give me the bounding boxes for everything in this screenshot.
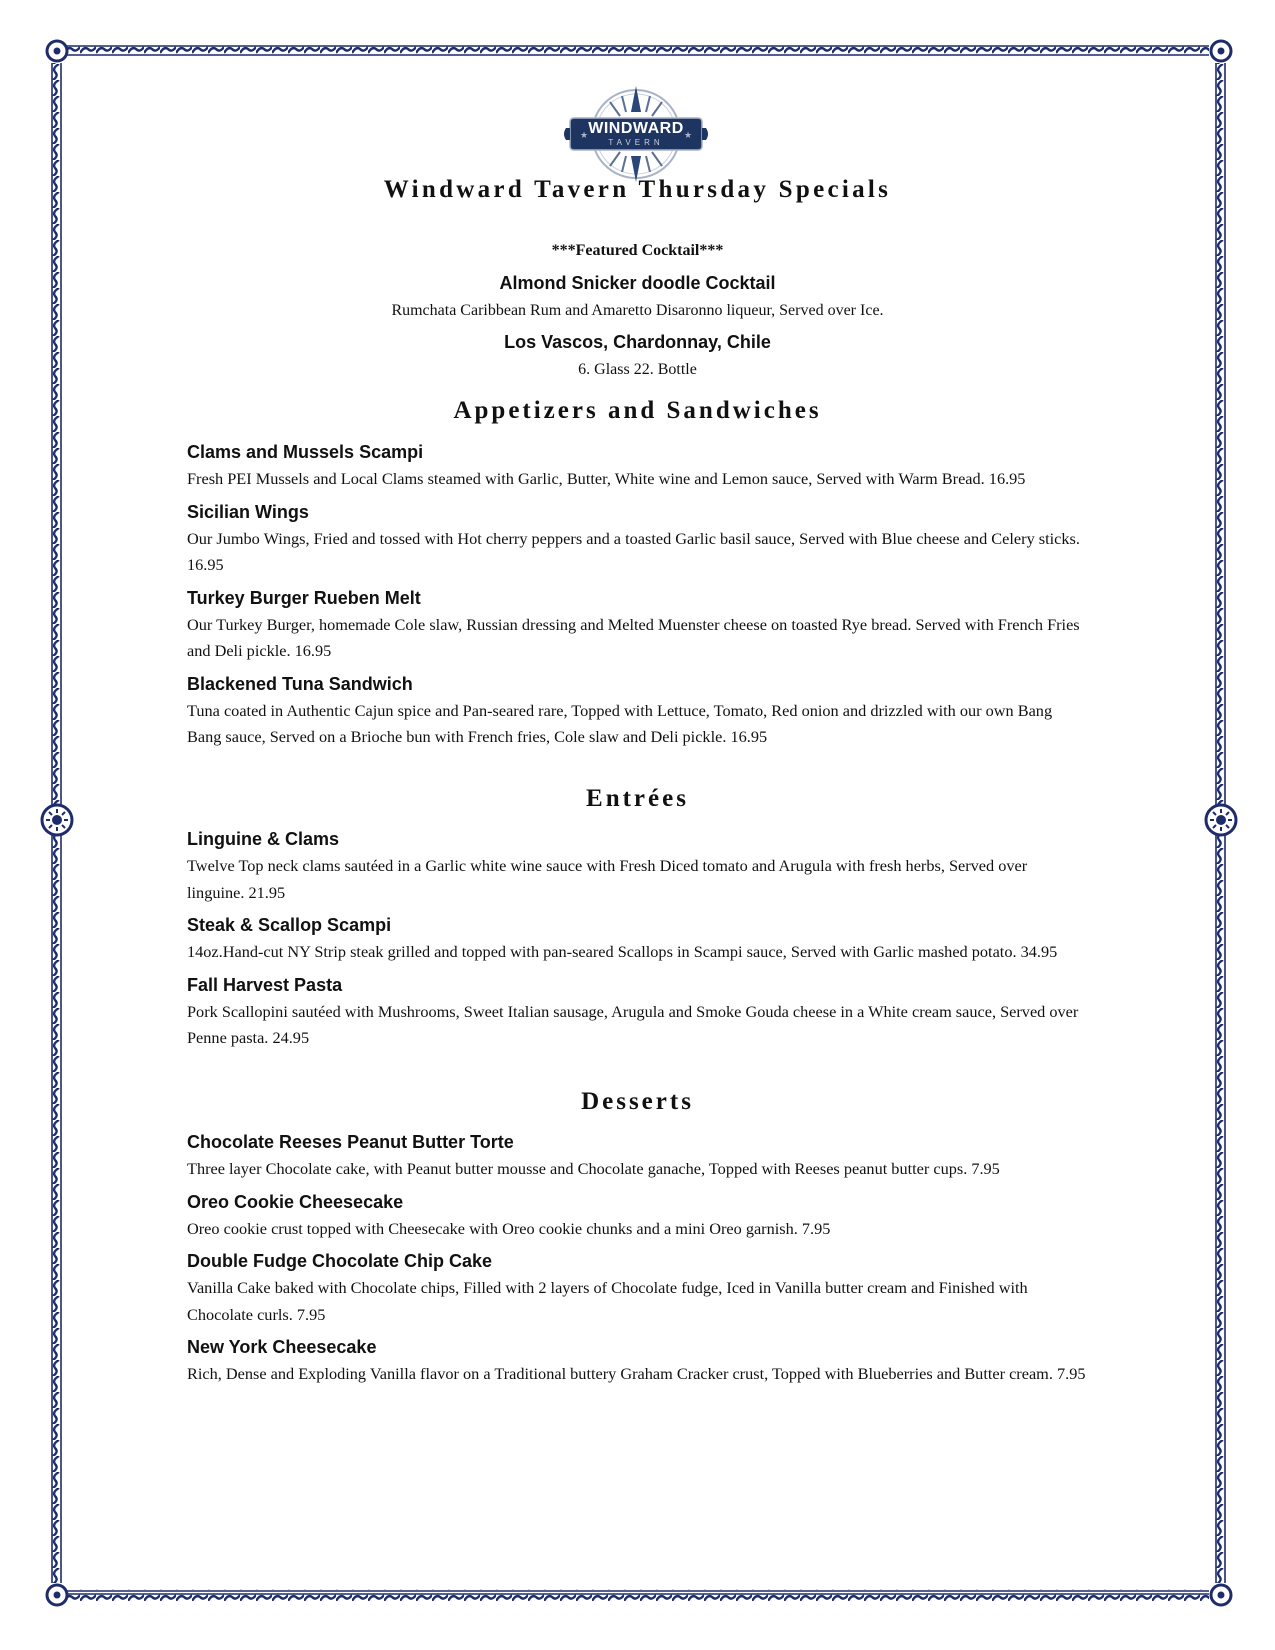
menu-item <box>187 441 1087 493</box>
logo-text-sub: TAVERN <box>608 138 664 147</box>
logo-text-main: WINDWARD <box>588 120 684 137</box>
menu-item <box>187 1336 1087 1388</box>
menu-item-desc: Our Jumbo Wings, Fried and tossed with Hot cherry peppers and a toasted Garlic basil sauce, Served with Blue cheese and Celery sticks. 16.95 <box>187 528 1080 574</box>
section-title-desserts: Desserts <box>581 1088 694 1115</box>
menu-item <box>187 1250 1087 1328</box>
section-title-appetizers: Appetizers and Sandwiches <box>453 397 822 424</box>
featured-wine-name: Los Vascos, Chardonnay, Chile <box>504 332 771 352</box>
menu-item <box>187 828 1087 906</box>
menu-item-name: Fall Harvest Pasta <box>187 974 343 995</box>
menu-item <box>187 1191 1087 1243</box>
menu-item <box>187 914 1087 966</box>
featured-cocktail-label: ***Featured Cocktail*** <box>551 242 724 259</box>
menu-item <box>187 673 1087 751</box>
menu-item-desc: Oreo cookie crust topped with Cheesecake with Oreo cookie chunks and a mini Oreo garnish. 7.95 <box>187 1218 831 1238</box>
svg-text:★: ★ <box>684 130 693 140</box>
menu-item <box>187 501 1087 579</box>
menu-item <box>187 587 1087 665</box>
windward-tavern-logo <box>560 80 712 188</box>
menu-item-desc: Our Turkey Burger, homemade Cole slaw, Russian dressing and Melted Muenster cheese on toasted Rye bread. Served with French Fries and Deli pickle. 16.95 <box>187 614 1080 660</box>
svg-text:★: ★ <box>580 130 589 140</box>
menu-item <box>187 974 1087 1052</box>
menu-item-desc: Twelve Top neck clams sautéed in a Garlic white wine sauce with Fresh Diced tomato and Arugula with fresh herbs, Served over linguine. 21.95 <box>187 856 1028 902</box>
menu-item-desc: 14oz.Hand-cut NY Strip steak grilled and topped with pan-seared Scallops in Scampi sauce, Served with Garlic mashed potato. 34.95 <box>187 942 1058 961</box>
menu-item-name: Oreo Cookie Cheesecake <box>187 1191 404 1212</box>
menu-item-name: Linguine & Clams <box>187 829 340 849</box>
menu-item-name: Clams and Mussels Scampi <box>187 442 424 462</box>
menu-item-desc: Three layer Chocolate cake, with Peanut butter mousse and Chocolate ganache, Topped with Reeses peanut butter cups. 7.95 <box>187 1159 1000 1178</box>
featured-wine-price: 6. Glass 22. Bottle <box>578 361 697 378</box>
menu-item-name: New York Cheesecake <box>187 1337 377 1357</box>
rope-bottom <box>66 1589 1209 1601</box>
menu-item-desc: Rich, Dense and Exploding Vanilla flavor on a Traditional buttery Graham Cracker crust, Topped with Blueberries and Butter cream. 7.95 <box>187 1364 1086 1383</box>
section-entrees <box>187 828 1087 1060</box>
menu-item-name: Turkey Burger Rueben Melt <box>187 587 421 608</box>
menu-item-name: Blackened Tuna Sandwich <box>187 673 413 694</box>
menu-item-name: Sicilian Wings <box>187 501 309 522</box>
featured-cocktail-desc: Rumchata Caribbean Rum and Amaretto Disaronno liqueur, Served over Ice. <box>391 302 884 319</box>
section-title-entrees: Entrées <box>586 785 689 812</box>
section-appetizers <box>187 441 1087 759</box>
menu-item-desc: Tuna coated in Authentic Cajun spice and Pan-seared rare, Topped with Lettuce, Tomato, Red onion and drizzled with our own Bang Bang sauce, Served on a Brioche bun with French fries, Cole slaw and Deli pickle. 16.95 <box>187 700 1053 746</box>
section-desserts <box>187 1131 1087 1396</box>
rope-top <box>66 45 1209 57</box>
menu-item-name: Double Fudge Chocolate Chip Cake <box>187 1251 493 1271</box>
menu-item-name: Chocolate Reeses Peanut Butter Torte <box>187 1132 514 1152</box>
page-title: Windward Tavern Thursday Specials <box>383 176 892 203</box>
menu-item <box>187 1131 1087 1183</box>
menu-item-desc: Vanilla Cake baked with Chocolate chips, Filled with 2 layers of Chocolate fudge, Iced in Vanilla butter cream and Finished with Chocolate curls. 7.95 <box>187 1278 1028 1324</box>
menu-item-desc: Fresh PEI Mussels and Local Clams steamed with Garlic, Butter, White wine and Lemon sauce, Served with Warm Bread. 16.95 <box>187 469 1026 488</box>
featured-cocktail-name: Almond Snicker doodle Cocktail <box>499 273 776 293</box>
menu-item-desc: Pork Scallopini sautéed with Mushrooms, Sweet Italian sausage, Arugula and Smoke Gouda cheese in a White cream sauce, Served over Penne pasta. 24.95 <box>187 1001 1079 1047</box>
menu-item-name: Steak & Scallop Scampi <box>187 915 392 935</box>
